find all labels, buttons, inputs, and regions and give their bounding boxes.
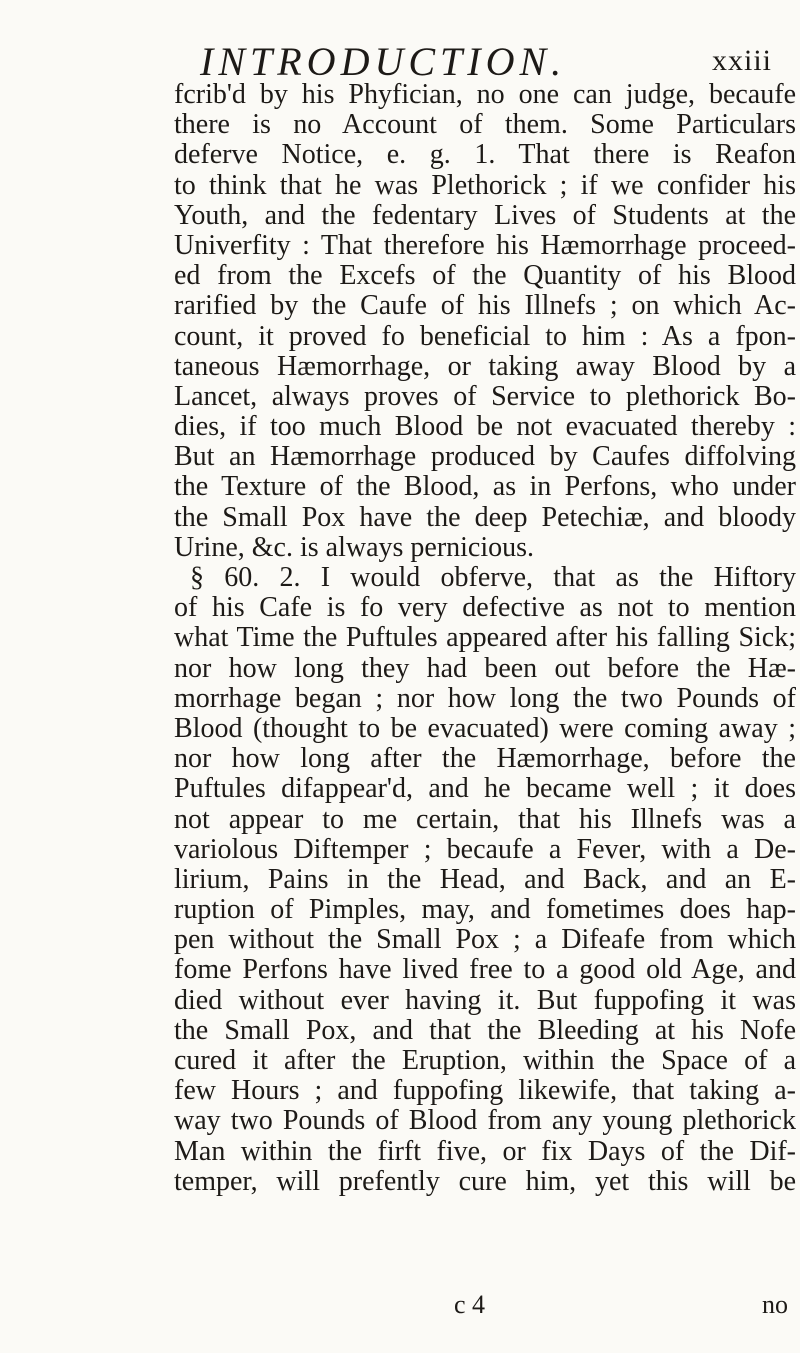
text-line: not appear to me certain, that his Illnefs was a — [174, 803, 796, 835]
text-line: taneous Hæmorrhage, or taking away Blood by a — [174, 350, 796, 382]
text-line: nor how long they had been out before the Hæ- — [174, 652, 796, 684]
text-line: nor how long after the Hæmorrhage, before the — [174, 743, 796, 775]
text-line: died without ever having it. But fuppofing it was — [174, 984, 796, 1016]
section-start-line: § 60. 2. I would obferve, that as the Hiftory — [190, 562, 796, 593]
text-line: variolous Diftemper ; becaufe a Fever, with a De- — [174, 833, 796, 865]
page-number: xxiii — [712, 44, 773, 77]
text-line: Urine, &c. is always pernicious. — [174, 531, 535, 563]
text-line: lirium, Pains in the Head, and Back, and an E- — [174, 863, 796, 895]
text-line: way two Pounds of Blood from any young plethorick — [174, 1105, 796, 1137]
text-line: Puftules difappear'd, and he became well ; it does — [174, 773, 796, 805]
text-line: fcrib'd by his Phyfician, no one can judge, becaufe — [174, 79, 796, 110]
body-text — [174, 80, 796, 1197]
text-line: pen without the Small Pox ; a Difeafe from which — [174, 924, 796, 956]
signature-mark: c 4 — [454, 1290, 486, 1319]
text-line: rarified by the Caufe of his Illnefs ; on which Ac- — [174, 290, 796, 322]
text-line: count, it proved fo beneficial to him : As a fpon- — [174, 320, 796, 352]
text-line: few Hours ; and fuppofing likewife, that taking a- — [174, 1075, 796, 1107]
text-line: the Small Pox have the deep Petechiæ, and bloody — [174, 501, 796, 533]
text-line: there is no Account of them. Some Particulars — [174, 109, 796, 141]
text-line: morrhage began ; nor how long the two Pounds of — [174, 682, 796, 714]
catchword: no — [762, 1290, 788, 1319]
text-line: what Time the Puftules appeared after his falling Sick; — [174, 622, 796, 654]
text-line: the Texture of the Blood, as in Perfons, who under — [174, 471, 796, 503]
text-line: But an Hæmorrhage produced by Caufes diffolving — [174, 441, 796, 473]
text-line: Youth, and the fedentary Lives of Students at the — [174, 199, 796, 231]
text-line: to think that he was Plethorick ; if we confider his — [174, 169, 796, 201]
text-line: Univerfity : That therefore his Hæmorrhage proceed- — [174, 229, 796, 261]
text-line: dies, if too much Blood be not evacuated thereby : — [174, 411, 796, 443]
text-line: temper, will prefently cure him, yet this will be — [174, 1165, 796, 1197]
text-line: Lancet, always proves of Service to plethorick Bo- — [174, 380, 796, 412]
text-line: cured it after the Eruption, within the Space of a — [174, 1045, 796, 1076]
text-line: ed from the Excefs of the Quantity of his Blood — [174, 260, 796, 292]
text-line: ruption of Pimples, may, and fometimes does hap- — [174, 894, 796, 926]
text-line: of his Cafe is fo very defective as not to mention — [174, 592, 796, 624]
text-line: fome Perfons have lived free to a good old Age, and — [174, 954, 796, 986]
text-line: the Small Pox, and that the Bleeding at his Nofe — [174, 1014, 796, 1046]
running-head: INTRODUCTION. — [200, 39, 567, 84]
text-line: Blood (thought to be evacuated) were coming away ; — [174, 712, 796, 744]
text-line: deferve Notice, e. g. 1. That there is Reafon — [174, 139, 796, 171]
text-line: Man within the firft five, or fix Days of the Dif- — [174, 1135, 796, 1167]
